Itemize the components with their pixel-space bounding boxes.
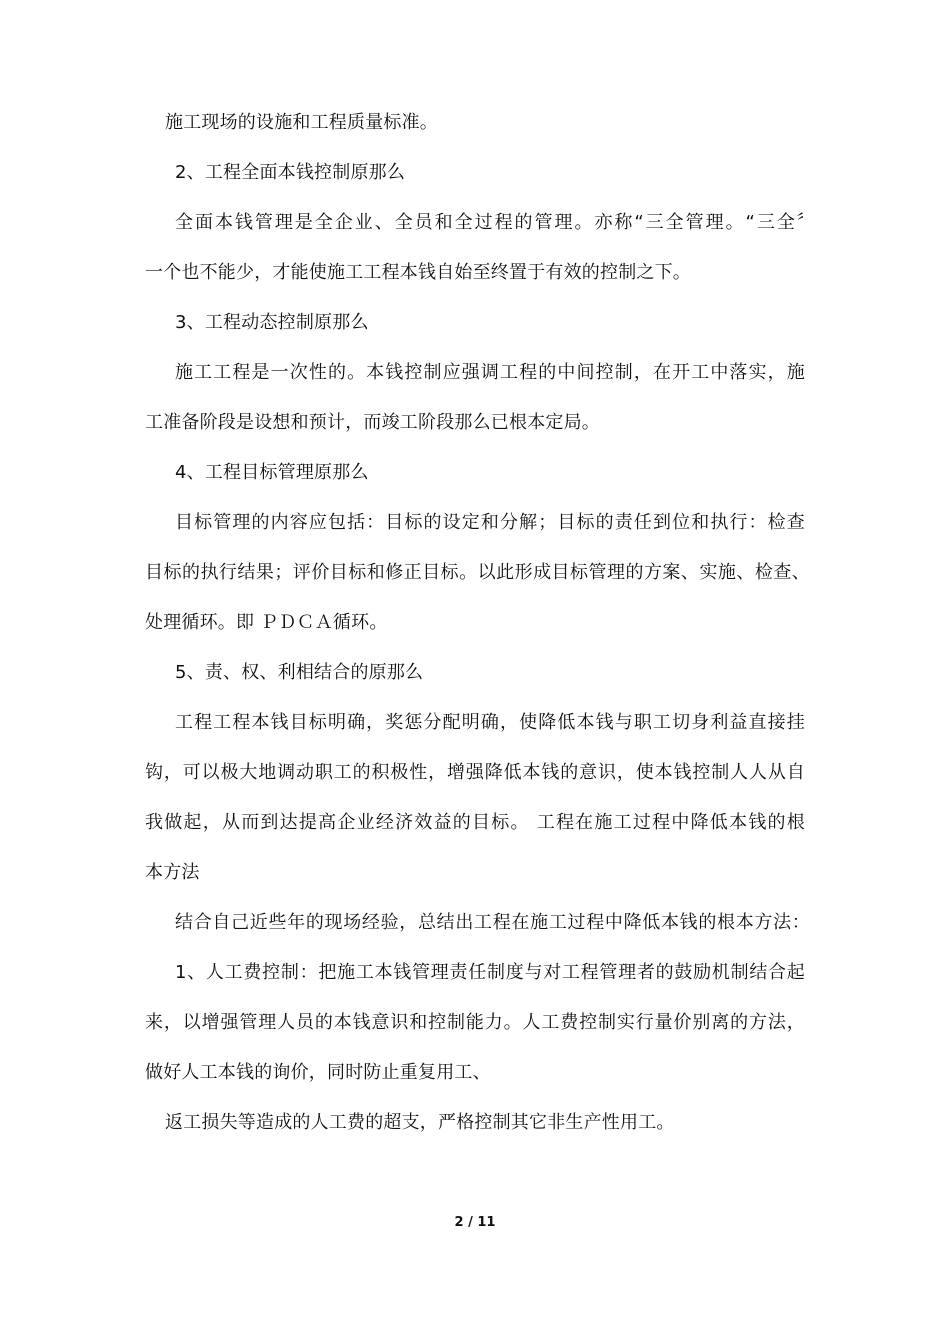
text-line: 做好人工本钱的询价，同时防止重复用工、 [145,1062,491,1083]
text-line: 工程工程本钱目标明确，奖惩分配明确，使降低本钱与职工切身利益直接挂 [175,712,805,733]
text-line: 结合自己近些年的现场经验，总结出工程在施工过程中降低本钱的根本方法： [175,912,810,933]
page-indicator: 2 / 11 [454,1215,496,1230]
text-line: 1、人工费控制：把施工本钱管理责任制度与对工程管理者的鼓励机制结合起 [175,962,805,983]
section-heading: 5、责、权、利相结合的原那么 [175,662,424,683]
text-line: 返工损失等造成的人工费的超支，严格控制其它非生产性用工。 [165,1112,675,1133]
text-line: 全面本钱管理是全企业、全员和全过程的管理。亦称“三全管理。“三全〞 [175,212,815,233]
section-heading: 2、工程全面本钱控制原那么 [175,162,406,183]
text-line: 工准备阶段是设想和预计，而竣工阶段那么已根本定局。 [145,412,600,433]
text-line: 目标的执行结果；评价目标和修正目标。以此形成目标管理的方案、实施、检查、 [145,562,810,583]
text-line: 施工工程是一次性的。本钱控制应强调工程的中间控制，在开工中落实，施 [175,362,805,383]
text-line: 处理循环。即 ＰＤＣＡ循环。 [145,612,388,633]
section-heading: 4、工程目标管理原那么 [175,462,369,483]
text-line: 目标管理的内容应包括：目标的设定和分解；目标的责任到位和执行：检查 [175,512,805,533]
section-heading: 3、工程动态控制原那么 [175,312,369,333]
section-heading: 本方法 [145,862,200,883]
text-line: 钩，可以极大地调动职工的积极性，增强降低本钱的意识，使本钱控制人人从自 [145,762,805,783]
text-line: 我做起，从而到达提高企业经济效益的目标。 工程在施工过程中降低本钱的根 [145,812,805,833]
text-line: 施工现场的设施和工程质量标准。 [165,112,438,133]
text-line: 来，以增强管理人员的本钱意识和控制能力。人工费控制实行量价别离的方法， [145,1012,805,1033]
text-line: 一个也不能少，才能使施工工程本钱自始至终置于有效的控制之下。 [145,262,691,283]
